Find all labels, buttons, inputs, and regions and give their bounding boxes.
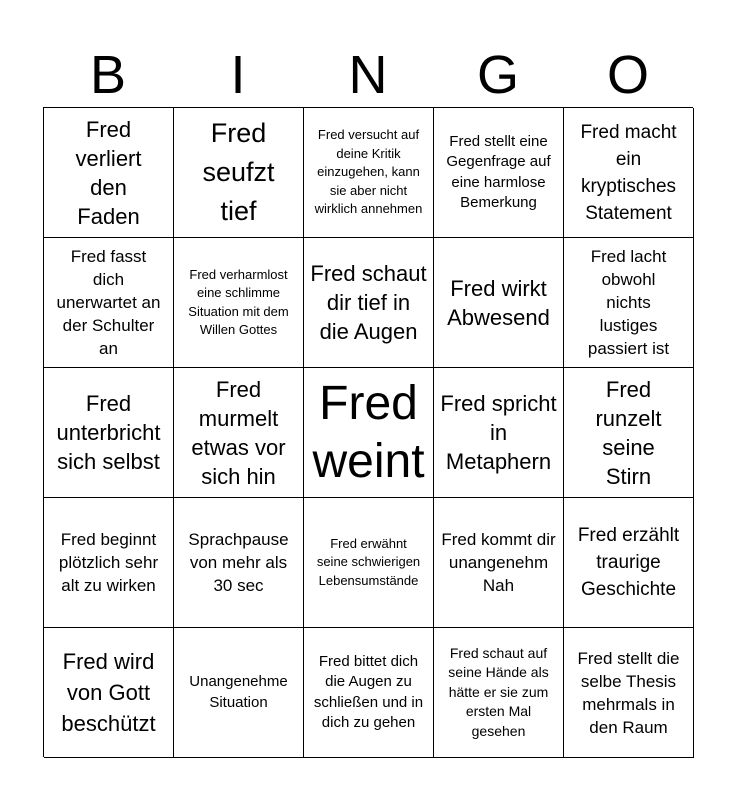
- bingo-cell-r4-c3[interactable]: [304, 498, 434, 628]
- cell-text: Sprachpause von mehr als 30 sec: [188, 530, 289, 595]
- cell-text: Fred kommt dir unangenehm Nah: [441, 530, 556, 595]
- cell-text: Fred beginnt plötzlich sehr alt zu wirken: [58, 530, 159, 595]
- cell-text: Fred versucht auf deine Kritik einzugehen, kann sie aber nicht wirklich annehmen: [314, 127, 423, 217]
- bingo-cell-r4-c4[interactable]: [434, 498, 564, 628]
- bingo-cell-r1-c5[interactable]: [564, 108, 694, 238]
- header-letter-i: I: [230, 45, 246, 105]
- bingo-board: [43, 107, 693, 757]
- cell-text: Fred spricht in Metaphern: [440, 391, 557, 474]
- bingo-header: [43, 44, 693, 106]
- bingo-cell-r2-c1[interactable]: [44, 238, 174, 368]
- bingo-cell-r4-c2[interactable]: [174, 498, 304, 628]
- cell-text: Fred schaut dir tief in die Augen: [310, 261, 427, 344]
- cell-text: Fred schaut auf seine Hände als hätte er sie zum ersten Mal gesehen: [448, 644, 549, 739]
- bingo-cell-r5-c1[interactable]: [44, 628, 174, 758]
- cell-text: Fred murmelt etwas vor sich hin: [191, 376, 286, 489]
- cell-text: Fred erzählt traurige Geschichte: [577, 525, 680, 600]
- cell-text: Unangenehme Situation: [189, 673, 288, 711]
- cell-text: Fred verliert den Faden: [75, 116, 142, 229]
- bingo-cell-r1-c2[interactable]: [174, 108, 304, 238]
- cell-text: Fred verharmlost eine schlimme Situation mit dem Willen Gottes: [188, 266, 289, 337]
- bingo-cell-r3-c4[interactable]: [434, 368, 564, 498]
- bingo-cell-r2-c2[interactable]: [174, 238, 304, 368]
- header-letter-o: O: [606, 45, 649, 105]
- cell-text: Fred bittet dich die Augen zu schließen und in dich zu gehen: [313, 652, 424, 731]
- cell-text: Fred fasst dich unerwartet an der Schulter an: [56, 247, 161, 358]
- bingo-cell-r5-c5[interactable]: [564, 628, 694, 758]
- cell-text: Fred seufzt tief: [202, 118, 275, 226]
- bingo-cell-r3-c3[interactable]: [304, 368, 434, 498]
- cell-text: Fred unterbricht sich selbst: [56, 391, 161, 474]
- cell-text: Fred stellt die selbe Thesis mehrmals in den Raum: [577, 648, 680, 737]
- bingo-cell-r3-c2[interactable]: [174, 368, 304, 498]
- bingo-cell-r2-c4[interactable]: [434, 238, 564, 368]
- cell-text: Fred weint: [312, 376, 425, 488]
- header-letter-g: G: [476, 45, 519, 105]
- header-letter-b: B: [89, 45, 127, 105]
- cell-text: Fred runzelt seine Stirn: [595, 376, 662, 489]
- bingo-cell-r2-c3[interactable]: [304, 238, 434, 368]
- bingo-cell-r4-c5[interactable]: [564, 498, 694, 628]
- bingo-cell-r1-c3[interactable]: [304, 108, 434, 238]
- bingo-cell-r3-c5[interactable]: [564, 368, 694, 498]
- cell-text: Fred wird von Gott beschützt: [61, 649, 156, 736]
- cell-text: Fred wirkt Abwesend: [447, 275, 550, 330]
- cell-text: Fred lacht obwohl nichts lustiges passiert ist: [587, 247, 670, 358]
- bingo-cell-r5-c3[interactable]: [304, 628, 434, 758]
- cell-text: Fred stellt eine Gegenfrage auf eine harmlose Bemerkung: [446, 132, 551, 211]
- cell-text: Fred erwähnt seine schwierigen Lebensumstände: [316, 535, 421, 588]
- cell-text: Fred macht ein kryptisches Statement: [580, 121, 677, 224]
- bingo-cell-r1-c1[interactable]: [44, 108, 174, 238]
- header-letter-n: N: [348, 45, 388, 105]
- bingo-cell-r1-c4[interactable]: [434, 108, 564, 238]
- bingo-cell-r5-c4[interactable]: [434, 628, 564, 758]
- bingo-cell-r3-c1[interactable]: [44, 368, 174, 498]
- bingo-cell-r2-c5[interactable]: [564, 238, 694, 368]
- bingo-cell-r4-c1[interactable]: [44, 498, 174, 628]
- bingo-cell-r5-c2[interactable]: [174, 628, 304, 758]
